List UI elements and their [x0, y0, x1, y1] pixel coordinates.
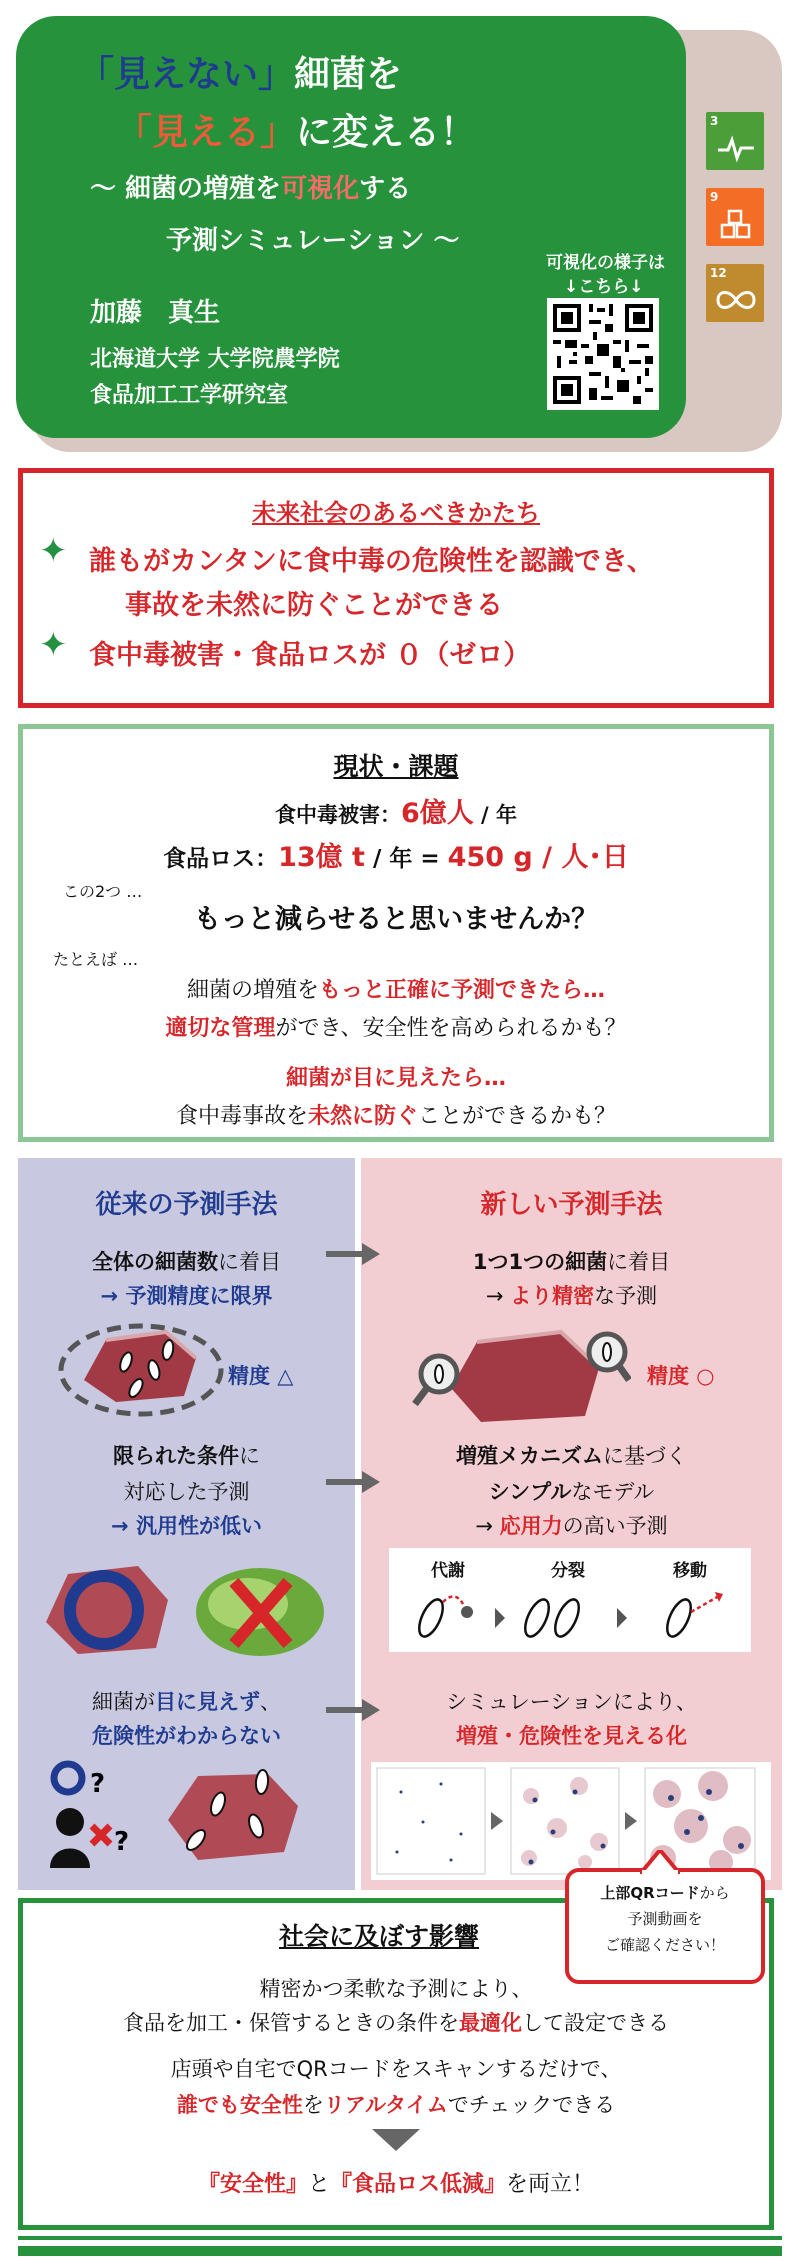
example-line1 — [23, 973, 769, 1004]
subtitle-line1 — [90, 168, 411, 205]
bubble-line3: ご確認ください！ — [604, 1936, 725, 1954]
example-text: 食中毒事故を — [175, 1104, 308, 1129]
point-text: → — [485, 1284, 511, 1308]
impact-text: を — [302, 2093, 324, 2117]
sdg-badge-3 — [706, 112, 764, 170]
impact-highlight: リアルタイム — [323, 2093, 448, 2117]
conventional-point2-line1 — [18, 1440, 355, 1470]
sdg-badge-9 — [706, 188, 764, 246]
meat-magnifier-image — [411, 1318, 631, 1428]
stat-value: 13億 t — [278, 842, 365, 873]
arrow-right-icon — [326, 1469, 380, 1495]
svg-text:?: ? — [114, 1827, 130, 1857]
arrow-right-icon — [326, 1697, 380, 1723]
bubble-pointer — [640, 1850, 680, 1874]
new-heading: 新しい予測手法 — [480, 1190, 663, 1220]
bubble-line2: 予測動画を — [627, 1910, 703, 1928]
mechanism-panel — [389, 1548, 751, 1652]
qr-code[interactable] — [547, 298, 659, 410]
title-line2 — [116, 104, 476, 155]
sparkle-icon: ✦ — [39, 531, 68, 571]
cubes-icon — [719, 208, 753, 242]
new-accuracy: 精度 ○ — [647, 1364, 715, 1388]
conventional-point3-line1 — [18, 1686, 355, 1716]
stat-value: 6億人 — [400, 798, 474, 829]
simulation-panel — [371, 1762, 771, 1880]
point-text: 細菌が — [92, 1690, 155, 1714]
example-highlight: 適切な管理 — [165, 1016, 276, 1041]
heartbeat-icon — [716, 134, 756, 164]
point-text: → — [475, 1514, 500, 1538]
sparkle-icon: ✦ — [39, 625, 68, 665]
point-bold: 限られた条件 — [113, 1444, 239, 1468]
point-bold: シンプル — [488, 1480, 572, 1504]
sdg-number: 12 — [710, 266, 727, 280]
infinity-icon — [714, 288, 758, 312]
stat-unit: / 年 = — [364, 846, 448, 872]
stat-label: 食中毒被害： — [274, 803, 401, 827]
future-society-box — [18, 468, 774, 708]
impact-highlight: 『安全性』 — [197, 2172, 308, 2197]
mechanism-label-movement: 移動 — [673, 1561, 707, 1581]
footer-bar — [18, 2246, 782, 2256]
current-heading: 現状・課題 — [333, 752, 459, 781]
new-point2-line2 — [361, 1476, 782, 1506]
new-point1-line1 — [361, 1246, 782, 1276]
point-text: に基づく — [603, 1444, 687, 1468]
point-bold: 全体の細菌数 — [92, 1250, 218, 1274]
conventional-heading: 従来の予測手法 — [95, 1190, 278, 1220]
point-bold: 増殖メカニズム — [456, 1444, 603, 1468]
conventional-point2-line3: → 汎用性が低い — [111, 1514, 262, 1538]
affiliation-line1: 北海道大学 大学院農学院 — [90, 347, 340, 372]
example-highlight: もっと正確に予測できたら… — [319, 978, 606, 1003]
future-item2: 食中毒被害・食品ロスが ０（ゼロ） — [89, 640, 531, 671]
qr-callout-bubble — [565, 1868, 765, 1984]
stat-foodborne — [23, 791, 769, 830]
example-text: 細菌の増殖を — [186, 978, 319, 1003]
example-line2 — [23, 1011, 769, 1042]
bubble-text: から — [699, 1884, 730, 1902]
point-text: に着目 — [218, 1250, 281, 1274]
question-text: もっと減らせると思いませんか？ — [193, 904, 599, 935]
impact-p1-line2 — [23, 2007, 769, 2037]
bubble-bold: 上部QRコード — [600, 1884, 700, 1902]
future-item1-line2: 事故を未然に防ぐことができる — [125, 590, 503, 621]
new-point3-line1: シミュレーションにより、 — [446, 1690, 697, 1714]
title-text-1: 細菌を — [294, 54, 403, 95]
example-highlight: 未然に防ぐ — [307, 1104, 418, 1129]
sdg-badge-12 — [706, 264, 764, 322]
subtitle-line2: 予測シミュレーション ～ — [166, 226, 460, 256]
affiliation-line2: 食品加工工学研究室 — [90, 383, 289, 408]
triangle-down-icon — [372, 2129, 420, 2151]
future-heading: 未来社会のあるべきかたち — [252, 499, 540, 527]
meat-bacteria-image — [56, 1318, 226, 1418]
mechanism-label-division: 分裂 — [551, 1561, 585, 1581]
qr-caption-1: 可視化の様子は — [546, 253, 665, 273]
author-name: 加藤 真生 — [90, 298, 221, 328]
stat-unit: / 年 — [473, 803, 518, 827]
point-text: の高い予測 — [562, 1514, 668, 1538]
new-method-column — [361, 1158, 782, 1890]
footer-bar — [18, 2236, 782, 2240]
point-text: なモデル — [571, 1480, 655, 1504]
subtitle-text: ～ 細菌の増殖を — [90, 174, 282, 204]
impact-p2-line1: 店頭や自宅でQRコードをスキャンするだけで、 — [170, 2057, 622, 2081]
impact-text: 食品を加工・保管するときの条件を — [123, 2011, 459, 2035]
example-line3: 細菌が目に見えたら… — [285, 1066, 506, 1091]
subtitle-text-end: する — [359, 174, 412, 204]
sdg-number: 9 — [710, 190, 719, 204]
mechanism-label-metabolism: 代謝 — [431, 1561, 465, 1581]
point-text: に着目 — [607, 1250, 671, 1274]
conventional-method-column — [18, 1158, 355, 1890]
new-point3-line2: 増殖・危険性を見える化 — [456, 1724, 687, 1748]
point-text: 、 — [260, 1690, 281, 1714]
new-point2-line3 — [361, 1510, 782, 1540]
stat-foodloss — [23, 835, 769, 874]
bubble-line1 — [569, 1882, 761, 1903]
for-example-text: たとえば … — [53, 950, 139, 969]
stat-label: 食品ロス： — [163, 846, 279, 872]
current-issues-box — [18, 724, 774, 1142]
conventional-point1-line2: → 予測精度に限界 — [100, 1284, 273, 1308]
future-item1-line1: 誰もがカンタンに食中毒の危険性を認識でき、 — [89, 546, 654, 577]
point-bold: 目に見えず — [155, 1690, 260, 1714]
point-bold: より精密 — [510, 1284, 595, 1308]
svg-text:?: ? — [90, 1769, 106, 1799]
mechanism-diagram — [389, 1582, 751, 1650]
new-point1-line2 — [361, 1280, 782, 1310]
point-bold: 1つ1つの細菌 — [472, 1250, 608, 1274]
sdg-number: 3 — [710, 114, 719, 128]
impact-highlight: 最適化 — [459, 2011, 522, 2035]
title-quote-visible: 「見える」 — [116, 112, 297, 153]
conventional-accuracy: 精度 △ — [228, 1364, 294, 1388]
new-point2-line1 — [361, 1440, 782, 1470]
impact-text: でチェックできる — [447, 2093, 616, 2117]
impact-highlight: 誰でも安全性 — [176, 2093, 303, 2117]
arrow-right-icon — [326, 1241, 380, 1267]
simulation-frames — [371, 1762, 771, 1880]
title-line1 — [78, 46, 402, 97]
qr-caption-2: ↓こちら↓ — [564, 277, 644, 297]
meat-lettuce-image — [38, 1552, 338, 1662]
impact-text: を両立！ — [506, 2172, 595, 2197]
title-text-2: に変える！ — [296, 112, 477, 153]
impact-heading: 社会に及ぼす影響 — [279, 1922, 480, 1951]
impact-text: と — [307, 2172, 330, 2197]
these-two-text: この2つ … — [63, 882, 143, 901]
stat-unit: / 人･日 — [532, 842, 629, 873]
example-line4 — [23, 1099, 769, 1130]
impact-p2-line2 — [23, 2089, 769, 2119]
stat-value: 450 g — [447, 842, 533, 873]
unknown-risk-image — [48, 1756, 338, 1876]
conventional-point1-line1 — [18, 1246, 355, 1276]
impact-conclusion — [23, 2167, 769, 2198]
impact-p1-line1: 精密かつ柔軟な予測により、 — [259, 1977, 533, 2001]
impact-highlight: 『食品ロス低減』 — [330, 2172, 507, 2197]
example-text: ことができるかも？ — [418, 1104, 617, 1129]
qr-code-pattern — [549, 300, 657, 408]
conventional-point3-line2: 危険性がわからない — [92, 1724, 281, 1748]
title-quote-invisible: 「見えない」 — [78, 54, 295, 95]
impact-text: して設定できる — [522, 2011, 669, 2035]
subtitle-highlight: 可視化 — [281, 174, 360, 204]
point-bold: 応用力 — [499, 1514, 563, 1538]
conventional-point2-line2: 対応した予測 — [123, 1480, 250, 1504]
point-text: に — [239, 1444, 260, 1468]
example-text: ができ、安全性を高められるかも？ — [275, 1016, 627, 1041]
point-text: な予測 — [594, 1284, 658, 1308]
